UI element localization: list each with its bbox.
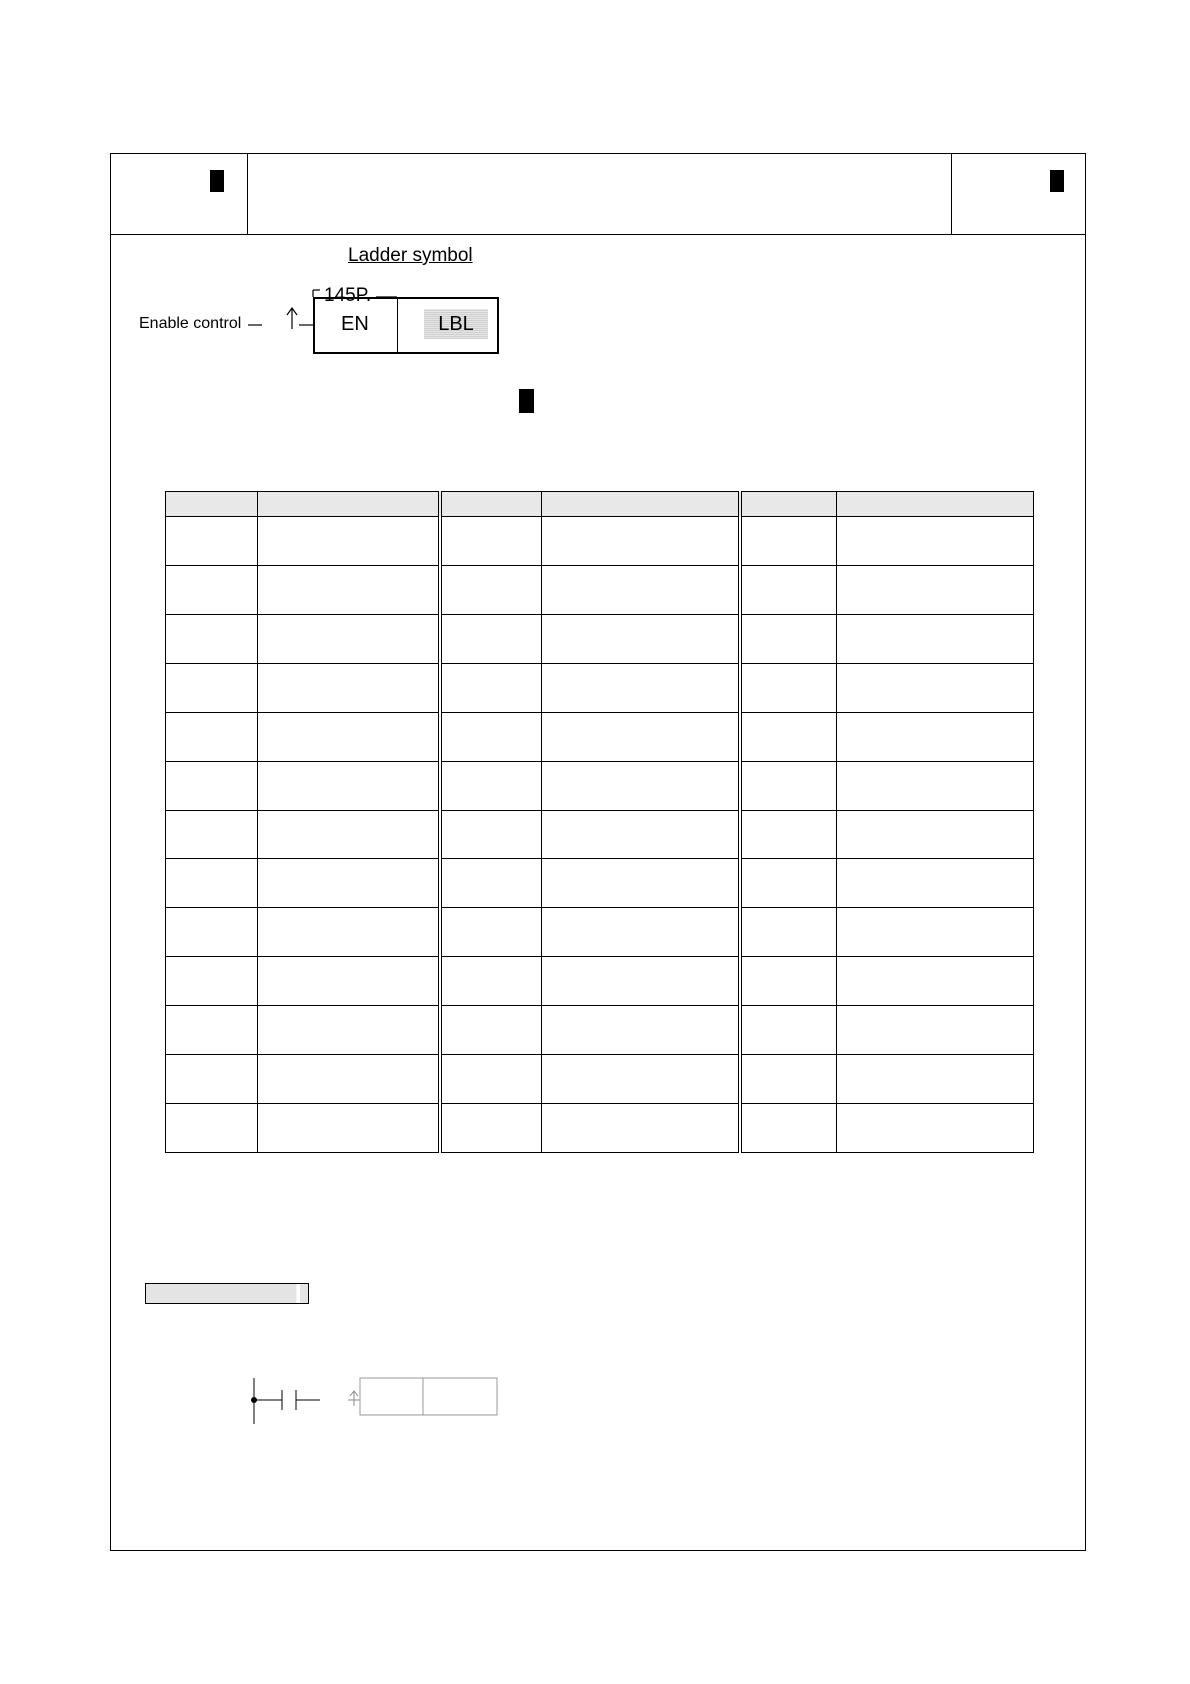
table-row xyxy=(166,1104,1034,1153)
ladder-symbol-title: Ladder symbol xyxy=(348,245,473,266)
program-example-label xyxy=(145,1283,309,1304)
table-cell xyxy=(440,614,542,663)
table-cell xyxy=(166,908,258,957)
table-row xyxy=(166,517,1034,566)
table-cell xyxy=(542,492,740,517)
table-cell xyxy=(542,859,740,908)
table-cell xyxy=(440,712,542,761)
table-cell xyxy=(258,761,440,810)
devices-table xyxy=(165,491,1034,1153)
function-block-divider xyxy=(397,297,398,354)
table-cell xyxy=(166,517,258,566)
table-cell xyxy=(440,492,542,517)
table-cell xyxy=(542,517,740,566)
table-cell xyxy=(837,492,1034,517)
table-cell xyxy=(542,565,740,614)
table-cell xyxy=(740,712,837,761)
table-cell xyxy=(837,1055,1034,1104)
table-row xyxy=(166,712,1034,761)
rising-edge-arrow-icon xyxy=(287,308,297,329)
table-cell xyxy=(166,1104,258,1153)
table-cell xyxy=(440,565,542,614)
table-cell xyxy=(166,614,258,663)
table-cell xyxy=(258,908,440,957)
table-cell xyxy=(837,712,1034,761)
table-cell xyxy=(440,1055,542,1104)
table-cell xyxy=(837,1006,1034,1055)
table-row xyxy=(166,957,1034,1006)
table-cell xyxy=(258,1104,440,1153)
table-cell xyxy=(740,1104,837,1153)
table-row xyxy=(166,1006,1034,1055)
table-cell xyxy=(440,663,542,712)
table-cell xyxy=(166,810,258,859)
table-cell xyxy=(837,859,1034,908)
table-cell xyxy=(166,1006,258,1055)
table-row xyxy=(166,565,1034,614)
table-cell xyxy=(440,1006,542,1055)
table-cell xyxy=(542,614,740,663)
table-cell xyxy=(258,614,440,663)
table-cell xyxy=(166,492,258,517)
table-cell xyxy=(166,663,258,712)
table-cell xyxy=(740,1006,837,1055)
function-block-lbl: LBL xyxy=(424,309,488,339)
table-cell xyxy=(542,810,740,859)
table-cell xyxy=(542,957,740,1006)
table-cell xyxy=(440,761,542,810)
table-row xyxy=(166,761,1034,810)
table-row xyxy=(166,908,1034,957)
table-cell xyxy=(542,663,740,712)
table-cell xyxy=(740,614,837,663)
table-cell xyxy=(166,1055,258,1104)
table-cell xyxy=(440,1104,542,1153)
table-cell xyxy=(542,712,740,761)
table-cell xyxy=(166,761,258,810)
table-cell xyxy=(258,1006,440,1055)
table-cell xyxy=(166,565,258,614)
table-row xyxy=(166,663,1034,712)
table-cell xyxy=(740,859,837,908)
table-cell xyxy=(837,908,1034,957)
table-row xyxy=(166,614,1034,663)
table-cell xyxy=(166,859,258,908)
table-cell xyxy=(740,517,837,566)
table-cell xyxy=(837,614,1034,663)
table-cell xyxy=(440,859,542,908)
table-cell xyxy=(166,712,258,761)
table-cell xyxy=(837,810,1034,859)
table-cell xyxy=(837,1104,1034,1153)
table-cell xyxy=(740,492,837,517)
table-cell xyxy=(740,761,837,810)
table-cell xyxy=(740,565,837,614)
table-cell xyxy=(542,908,740,957)
table-cell xyxy=(258,492,440,517)
table-cell xyxy=(440,517,542,566)
table-cell xyxy=(837,663,1034,712)
table-cell xyxy=(542,761,740,810)
table-cell xyxy=(542,1006,740,1055)
table-cell xyxy=(740,663,837,712)
table-cell xyxy=(542,1055,740,1104)
function-block-en: EN xyxy=(341,313,369,335)
table-cell xyxy=(258,663,440,712)
table-header-row xyxy=(166,492,1034,517)
table-cell xyxy=(837,565,1034,614)
table-cell xyxy=(740,810,837,859)
table-cell xyxy=(166,957,258,1006)
table-cell xyxy=(740,957,837,1006)
table-cell xyxy=(258,712,440,761)
table-cell xyxy=(440,810,542,859)
function-number: 145P. xyxy=(324,285,372,306)
table-cell xyxy=(740,908,837,957)
table-cell xyxy=(837,761,1034,810)
table-row xyxy=(166,810,1034,859)
table-cell xyxy=(837,517,1034,566)
table-cell xyxy=(258,517,440,566)
table-cell xyxy=(542,1104,740,1153)
table-row xyxy=(166,1055,1034,1104)
enable-control-text: Enable control xyxy=(139,315,242,332)
section-marker xyxy=(519,389,534,413)
table-cell xyxy=(440,957,542,1006)
table-cell xyxy=(258,957,440,1006)
table-cell xyxy=(837,957,1034,1006)
table-cell xyxy=(258,810,440,859)
table-cell xyxy=(440,908,542,957)
table-cell xyxy=(258,1055,440,1104)
table-row xyxy=(166,859,1034,908)
table-cell xyxy=(740,1055,837,1104)
table-cell xyxy=(258,565,440,614)
table-cell xyxy=(258,859,440,908)
